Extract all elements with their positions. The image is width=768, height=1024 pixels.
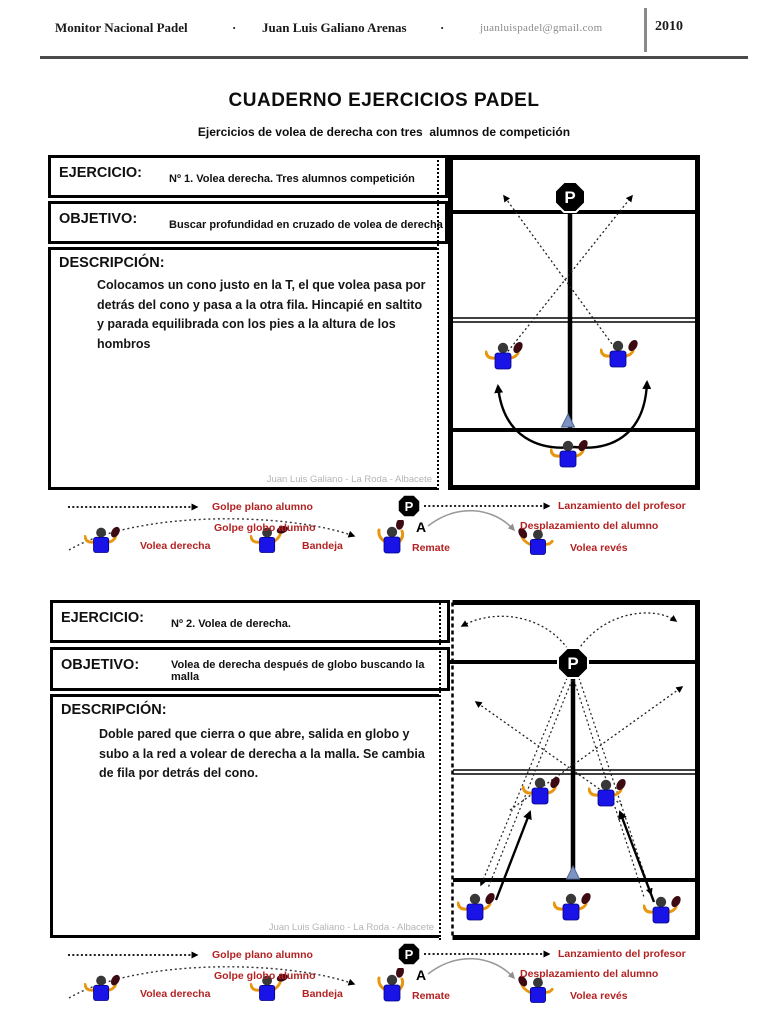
remate-icon bbox=[379, 517, 405, 553]
header-dot-1: · bbox=[232, 20, 237, 35]
player-icon bbox=[589, 777, 628, 806]
legend-golpe-globo-label: Golpe globo alumno bbox=[214, 522, 316, 534]
legend-bandeja-label: Bandeja bbox=[302, 540, 343, 552]
svg-text:P: P bbox=[404, 947, 414, 962]
player-icon bbox=[523, 775, 562, 804]
exercise2-descripcion-box bbox=[50, 694, 439, 938]
remate-icon bbox=[379, 965, 405, 1001]
exercise2-objetivo-box bbox=[50, 647, 450, 691]
player-icon bbox=[486, 340, 525, 369]
cone-icon bbox=[567, 866, 580, 879]
professor-badge bbox=[398, 495, 420, 517]
court-diagram-1 bbox=[448, 155, 700, 490]
objetivo-label: OBJETIVO: bbox=[61, 657, 140, 673]
legend-golpe-plano-label: Golpe plano alumno bbox=[212, 949, 313, 961]
legend-volea-derecha-label: Volea derecha bbox=[140, 540, 211, 552]
professor-badge bbox=[555, 182, 585, 212]
legend-desplazamiento-label: Desplazamiento del alumno bbox=[520, 968, 659, 980]
svg-text:P: P bbox=[564, 188, 576, 207]
legend-1 bbox=[62, 494, 712, 568]
player-icon bbox=[458, 891, 497, 920]
legend-golpe-globo-label: Golpe globo alumno bbox=[214, 970, 316, 982]
court-diagram-2 bbox=[450, 600, 700, 940]
professor-badge bbox=[558, 648, 588, 678]
ejercicio-value: Nº 2. Volea de derecha. bbox=[171, 617, 291, 630]
dotted-separator-2 bbox=[439, 600, 441, 940]
header-credential: Monitor Nacional Padel bbox=[55, 20, 188, 35]
player-icon bbox=[644, 894, 683, 923]
objetivo-value: Buscar profundidad en cruzado de volea de derecha bbox=[169, 218, 443, 231]
legend-volea-reves-label: Volea revés bbox=[570, 990, 628, 1002]
toss-line-left-2 bbox=[488, 680, 572, 888]
header-divider bbox=[644, 8, 647, 52]
player-icon bbox=[551, 438, 590, 467]
desplazamiento-arrow bbox=[428, 511, 514, 530]
volley-arrow-left bbox=[476, 702, 622, 805]
descripcion-text: Colocamos un cono justo en la T, el que volea pasa por detrás del cono y pasa a la otra fila. Hincapié en saltito y parada equilibrada con los pies a la altura de los hombros bbox=[97, 278, 426, 351]
alumno-letter: A bbox=[416, 967, 427, 983]
exercise2-ejercicio-box bbox=[50, 600, 450, 643]
lob-arrow-left bbox=[504, 196, 620, 355]
descripcion-text: Doble pared que cierra o que abre, salida en globo y subo a la red a volear de derecha a la malla. Se cambia de fila por detrás del cono. bbox=[99, 727, 425, 780]
legend-desplazamiento-label: Desplazamiento del alumno bbox=[520, 520, 659, 532]
objetivo-value: Volea de derecha después de globo buscando la malla bbox=[171, 659, 425, 683]
cone-icon bbox=[562, 414, 575, 427]
legend-remate-label: Remate bbox=[412, 990, 450, 1002]
ejercicio-label: EJERCICIO: bbox=[59, 165, 142, 181]
svg-text:P: P bbox=[567, 654, 579, 673]
header-year: 2010 bbox=[655, 19, 683, 34]
alumno-letter: A bbox=[416, 519, 427, 535]
dotted-separator-1 bbox=[437, 155, 439, 490]
volea-derecha-icon bbox=[85, 973, 122, 1000]
descripcion-label: DESCRIPCIÓN: bbox=[59, 255, 165, 271]
legend-lanzamiento-label: Lanzamiento del profesor bbox=[558, 948, 686, 960]
desplazamiento-arrow bbox=[428, 959, 514, 978]
descripcion-label: DESCRIPCIÓN: bbox=[61, 702, 167, 718]
professor-badge bbox=[398, 943, 420, 965]
legend-2 bbox=[62, 942, 712, 1016]
player-icon bbox=[601, 338, 640, 367]
watermark: Juan Luis Galiano - La Roda - Albacete bbox=[266, 474, 432, 485]
rotation-arc-right bbox=[574, 382, 647, 448]
legend-bandeja-label: Bandeja bbox=[302, 988, 343, 1000]
rotation-arc-left bbox=[498, 386, 574, 448]
header-dot-2: · bbox=[440, 20, 445, 35]
legend-volea-derecha-label: Volea derecha bbox=[140, 988, 211, 1000]
run-arrow-right bbox=[620, 812, 654, 902]
page-subtitle: Ejercicios de volea de derecha con tres alumnos de competición bbox=[197, 125, 571, 139]
legend-remate-label: Remate bbox=[412, 542, 450, 554]
player-icon bbox=[554, 891, 593, 920]
header-email: juanluispadel@gmail.com bbox=[480, 22, 603, 34]
legend-volea-reves-label: Volea revés bbox=[570, 542, 628, 554]
exercise1-objetivo-box bbox=[48, 201, 448, 244]
lob-arc-left bbox=[462, 616, 570, 652]
watermark: Juan Luis Galiano - La Roda - Albacete bbox=[268, 922, 434, 933]
ejercicio-value: Nº 1. Volea derecha. Tres alumnos competición bbox=[169, 172, 415, 185]
lob-arc-right bbox=[578, 613, 676, 650]
header-rule bbox=[40, 56, 748, 59]
ejercicio-label: EJERCICIO: bbox=[61, 610, 144, 626]
objetivo-label: OBJETIVO: bbox=[59, 211, 138, 227]
toss-line-right bbox=[579, 678, 651, 894]
page-title: CUADERNO EJERCICIOS PADEL bbox=[228, 90, 540, 111]
legend-golpe-plano-label: Golpe plano alumno bbox=[212, 501, 313, 513]
svg-text:P: P bbox=[404, 499, 414, 514]
exercise1-descripcion-box bbox=[48, 247, 437, 490]
header-author: Juan Luis Galiano Arenas bbox=[262, 20, 407, 35]
exercise1-ejercicio-box bbox=[48, 155, 448, 198]
volea-derecha-icon bbox=[85, 525, 122, 552]
legend-lanzamiento-label: Lanzamiento del profesor bbox=[558, 500, 686, 512]
